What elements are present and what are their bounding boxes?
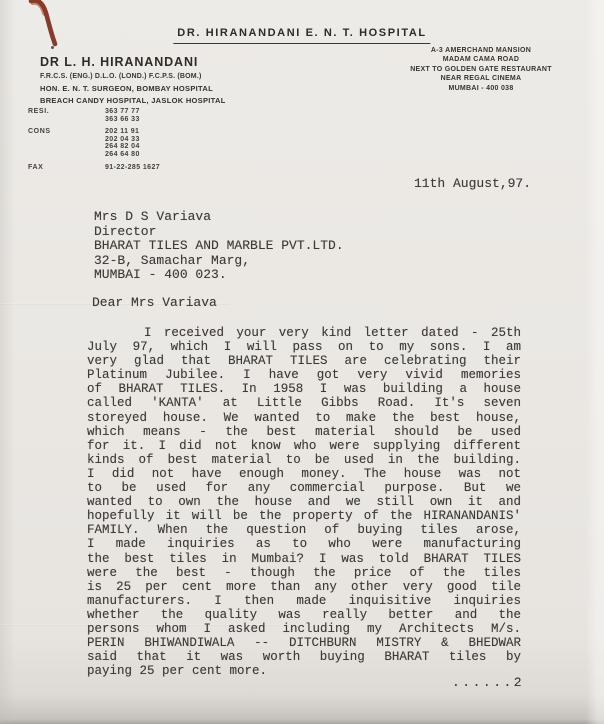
recipient-line: MUMBAI - 400 023. [94,267,227,283]
recipient-address-block [94,210,344,283]
doctor-title-line: BREACH CANDY HOSPITAL, JASLOK HOSPITAL [40,96,226,105]
contact-numbers [105,128,140,158]
doctor-name: DR L. H. HIRANANDANI [40,55,199,69]
doctor-credentials: F.R.C.S. (ENG.) D.L.O. (LOND.) F.C.P.S. (BOM.) [40,73,202,80]
body-line: which means - the best material should be used [87,424,521,439]
body-line: for it. I did not know who were supplying different [87,438,521,453]
body-line: whether the quality was really better and the [87,607,521,622]
body-line: persons whom I asked including my Architects M/s. [87,621,521,636]
ink-speck [51,46,54,49]
contact-row-consulting [28,128,160,158]
contact-label: RESI. [28,108,50,115]
body-line: kinds of best material to be used in the building. [87,452,521,467]
recipient-line: Director [94,223,157,239]
body-line: called 'KANTA' at Little Gibbs Road. It's seven [87,396,521,411]
body-line: storeyed house. We wanted to make the best house, [87,410,521,425]
body-line: were the best - though the price of the tiles [87,565,521,580]
body-line: Platinum Jubilee. I have got very vivid memories [87,368,521,383]
address-line: NEXT TO GOLDEN GATE RESTAURANT [410,65,552,73]
page-continuation-marker: ......2 [452,675,525,690]
body-line: paying 25 per cent more. [87,664,268,679]
body-line: the best tiles in Mumbai? I was told BHARAT TILES [87,551,521,566]
address-line: MUMBAI - 400 038 [448,84,514,92]
body-line: I received your very kind letter dated - 25th [144,326,521,340]
body-line: hopefully it will be the property of the HIRANANDANIS' [87,509,521,524]
body-line: is 25 per cent more than any other very good tile [87,579,521,594]
contact-numbers-block [28,108,160,176]
recipient-line: BHARAT TILES AND MARBLE PVT.LTD. [94,238,344,254]
hospital-name: DR. HIRANANDANI E. N. T. HOSPITAL [173,27,430,44]
body-line: said that it was worth buying BHARAT tiles by [87,650,521,665]
body-line: FAMILY. When the question of buying tiles arose, [87,523,521,538]
body-line: wanted to own the house and we still own it and [87,495,521,510]
recipient-line: Mrs D S Variava [94,209,212,224]
phone-number: 363 77 77 [105,108,140,115]
letter-date: 11th August,97. [414,176,532,191]
body-line: I did not have enough money. The house was not [87,466,521,481]
address-line: NEAR REGAL CINEMA [440,75,522,83]
contact-row-residence [28,108,160,123]
body-line: manufacturers. I then made inquisitive inquiries [87,593,521,608]
phone-number: 202 11 91 [105,128,140,136]
salutation: Dear Mrs Variava [92,295,217,310]
body-line: July 97, which I will pass on to my sons. I am [87,340,521,355]
body-line: I made inquiries as to who were manufacturing [87,537,521,552]
doctor-title-line: HON. E. N. T. SURGEON, BOMBAY HOSPITAL [40,83,213,93]
phone-number: 264 64 80 [105,150,140,158]
hospital-address-block [386,46,576,93]
contact-label: CONS [28,128,51,136]
recipient-line: 32-B, Samachar Marg, [94,252,251,268]
body-line: to be used for any commercial purpose. But we [87,481,521,496]
phone-number: 264 82 04 [105,143,140,151]
phone-number: 363 66 33 [105,115,140,123]
contact-row-fax [28,164,160,172]
letter-body-paragraph [87,326,521,678]
body-line: PERIN BHIWANDIWALA -- DITCHBURN MISTRY & BHEDWAR [87,636,521,651]
contact-numbers [105,108,140,123]
address-line: MADAM CAMA ROAD [442,56,520,64]
fax-number: 91-22-285 1627 [105,163,161,171]
phone-number: 202 04 33 [105,135,140,143]
body-line: of BHARAT TILES. In 1958 I was building a house [87,382,521,397]
doctor-block [40,55,226,105]
contact-label: FAX [28,163,44,171]
contact-numbers [105,164,160,172]
address-line: A-3 AMERCHAND MANSION [430,47,532,54]
body-line: very glad that BHARAT TILES are celebrating their [87,354,521,369]
